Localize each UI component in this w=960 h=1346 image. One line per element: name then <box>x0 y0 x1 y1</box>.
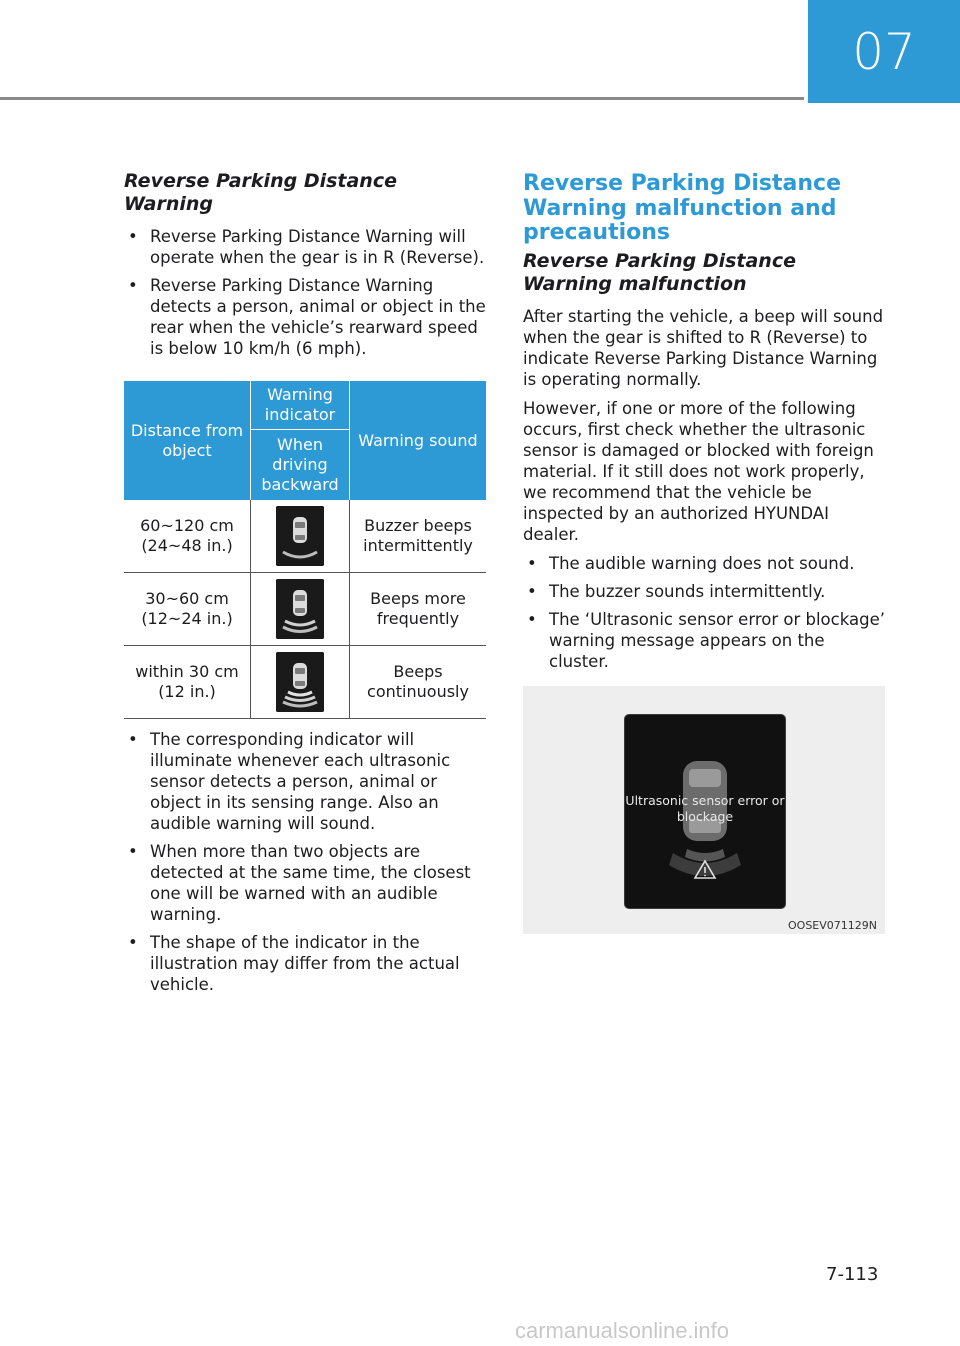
rear-sensor-indicator-icon <box>276 579 324 639</box>
sound-cell: Beeps more frequently <box>350 573 487 646</box>
distance-cell: 60~120 cm (24~48 in.) <box>124 500 251 573</box>
paragraph: After starting the vehicle, a beep will sound when the gear is shifted to R (Reverse) to indicate Reverse Parking Distance Warning is operating normally. <box>523 306 884 389</box>
table-row <box>124 500 486 573</box>
header-backward: When driving backward <box>251 430 350 501</box>
distance-cell: within 30 cm (12 in.) <box>124 646 251 719</box>
rear-sensor-indicator-icon <box>276 652 324 712</box>
cluster-warning-message: Ultrasonic sensor error or blockage <box>625 792 785 824</box>
list-item: • Reverse Parking Distance Warning detects a person, animal or object in the rear when the vehicle’s rearward speed is below 10 km/h (6 mph). <box>124 275 488 359</box>
sound-cell: Beeps continuously <box>350 646 487 719</box>
malfunction-bullet-list <box>523 553 887 672</box>
header-sound: Warning sound <box>350 381 487 500</box>
table-row <box>124 646 486 719</box>
rear-sensor-indicator-icon <box>276 506 324 566</box>
watermark: carmanualsonline.info <box>515 1318 730 1343</box>
header-indicator: Warning indicator <box>251 381 350 430</box>
bottom-bullet-list <box>124 729 488 995</box>
page-number: 7-113 <box>826 1264 879 1285</box>
list-item: • The audible warning does not sound. <box>523 553 887 574</box>
distance-cell: 30~60 cm (12~24 in.) <box>124 573 251 646</box>
warning-table <box>124 381 486 719</box>
top-bullet-list <box>124 226 488 359</box>
cluster-figure <box>523 686 885 934</box>
list-item: • Reverse Parking Distance Warning will operate when the gear is in R (Reverse). <box>124 226 488 268</box>
chapter-number: 07 <box>808 0 960 103</box>
list-item: • The shape of the indicator in the illustration may differ from the actual vehicle. <box>124 932 488 995</box>
table-row <box>124 573 486 646</box>
header-distance: Distance from object <box>124 381 251 500</box>
list-item: • The buzzer sounds intermittently. <box>523 581 887 602</box>
list-item: • When more than two objects are detected at the same time, the closest one will be warned with an audible warning. <box>124 841 488 925</box>
cluster-display <box>624 714 786 909</box>
right-subtitle: Reverse Parking Distance Warning malfunction <box>523 249 796 295</box>
figure-code: OOSEV071129N <box>788 918 877 932</box>
left-column <box>124 170 488 1002</box>
sound-cell: Buzzer beeps intermittently <box>350 500 487 573</box>
paragraph: However, if one or more of the following occurs, first check whether the ultrasonic sensor is damaged or blocked with foreign material. If it still does not work properly, we recommend that the vehicle be inspected by an authorized HYUNDAI dealer. <box>523 398 874 544</box>
section-title: Reverse Parking Distance Warning malfunction and precautions <box>523 171 842 245</box>
header-rule <box>0 97 804 100</box>
right-column <box>523 172 887 934</box>
left-subtitle: Reverse Parking Distance Warning <box>124 170 397 215</box>
list-item: • The ‘Ultrasonic sensor error or blockage’ warning message appears on the cluster. <box>523 609 887 672</box>
list-item: • The corresponding indicator will illuminate whenever each ultrasonic sensor detects a person, animal or object in its sensing range. Also an audible warning will sound. <box>124 729 488 834</box>
